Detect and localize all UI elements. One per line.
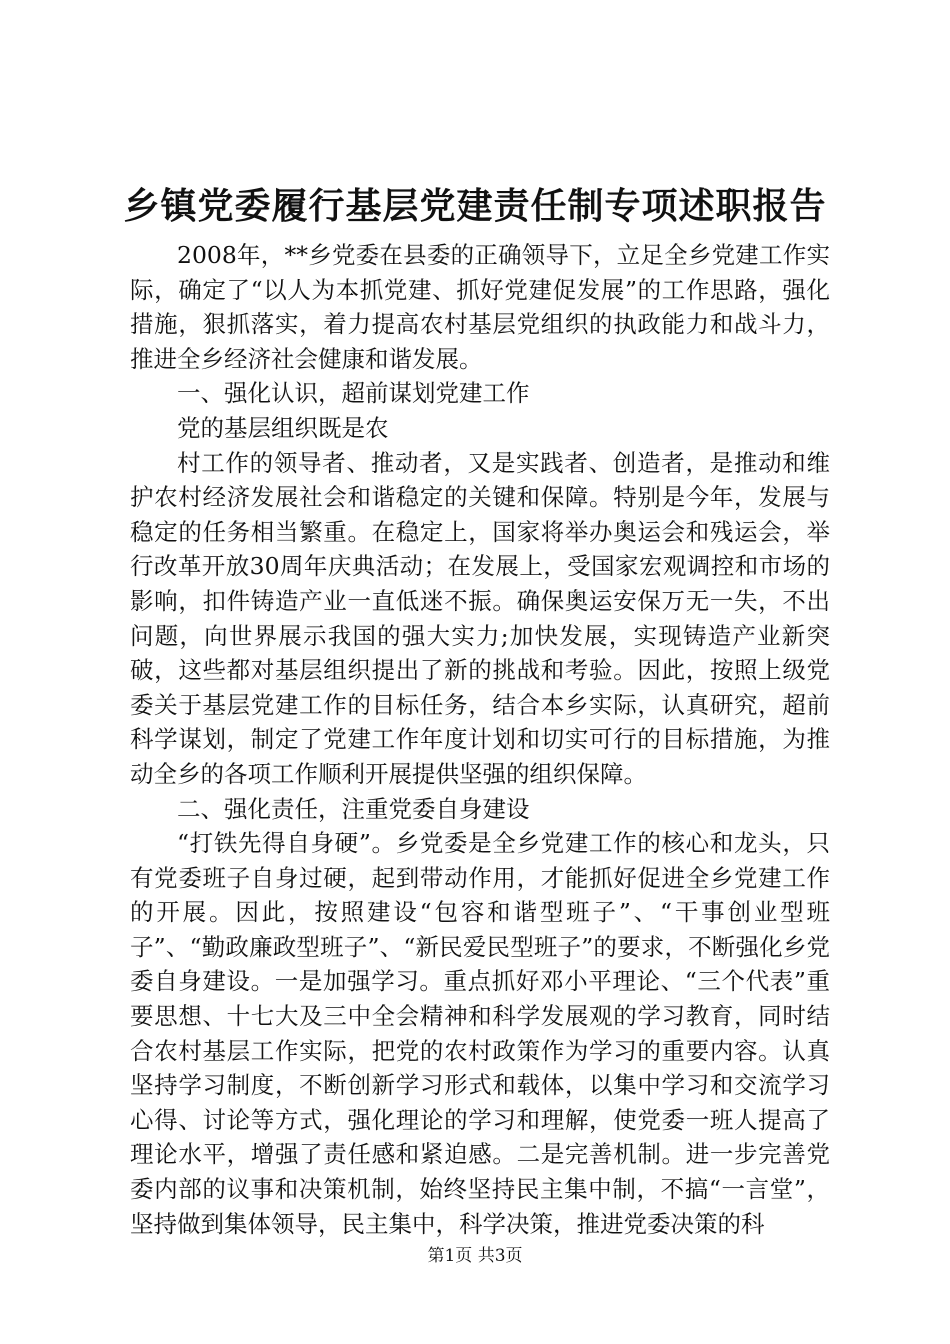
section-heading-2: 二、强化责任，注重党委自身建设 xyxy=(177,794,530,823)
paragraph-line-fragment: 党的基层组织既是农 xyxy=(177,413,389,442)
document-body xyxy=(130,238,830,1241)
paragraph-section-1: 村工作的领导者、推动者，又是实践者、创造者，是推动和维护农村经济发展社会和谐稳定的关键和保障。特别是今年，发展与稳定的任务相当繁重。在稳定上，国家将举办奥运会和残运会，举行改革开放30周年庆典活动；在发展上，受国家宏观调控和市场的影响，扣件铸造产业一直低迷不振。确保奥运安保万无一失，不出问题，向世界展示我国的强大实力;加快发展，实现铸造产业新突破，这些都对基层组织提出了新的挑战和考验。因此，按照上级党委关于基层党建工作的目标任务，结合本乡实际，认真研究，超前科学谋划，制定了党建工作年度计划和切实可行的目标措施，为推动全乡的各项工作顺利开展提供坚强的组织保障。 xyxy=(130,448,830,788)
section-heading-1: 一、强化认识，超前谋划党建工作 xyxy=(177,379,530,408)
page-footer: 第1页 共3页 xyxy=(427,1246,523,1266)
paragraph-section-2: “打铁先得自身硬”。乡党委是全乡党建工作的核心和龙头，只有党委班子自身过硬，起到带动作用，才能抓好促进全乡党建工作的开展。因此，按照建设“包容和谐型班子”、“干事创业型班子”、“勤政廉政型班子”、“新民爱民型班子”的要求，不断强化乡党委自身建设。一是加强学习。重点抓好邓小平理论、“三个代表”重要思想、十七大及三中全会精神和科学发展观的学习教育，同时结合农村基层工作实际，把党的农村政策作为学习的重要内容。认真坚持学习制度，不断创新学习形式和载体，以集中学习和交流学习心得、讨论等方式，强化理论的学习和理解，使党委一班人提高了理论水平，增强了责任感和紧迫感。二是完善机制。进一步完善党委内部的议事和决策机制，始终坚持民主集中制，不搞“一言堂”，坚持做到集体领导，民主集中，科学决策，推进党委决策的科 xyxy=(130,829,830,1238)
document-title: 乡镇党委履行基层党建责任制专项述职报告 xyxy=(123,186,827,227)
paragraph-intro: 2008年，**乡党委在县委的正确领导下，立足全乡党建工作实际，确定了“以人为本抓党建、抓好党建促发展”的工作思路，强化措施，狠抓落实，着力提高农村基层党组织的执政能力和战斗力，推进全乡经济社会健康和谐发展。 xyxy=(130,241,830,373)
